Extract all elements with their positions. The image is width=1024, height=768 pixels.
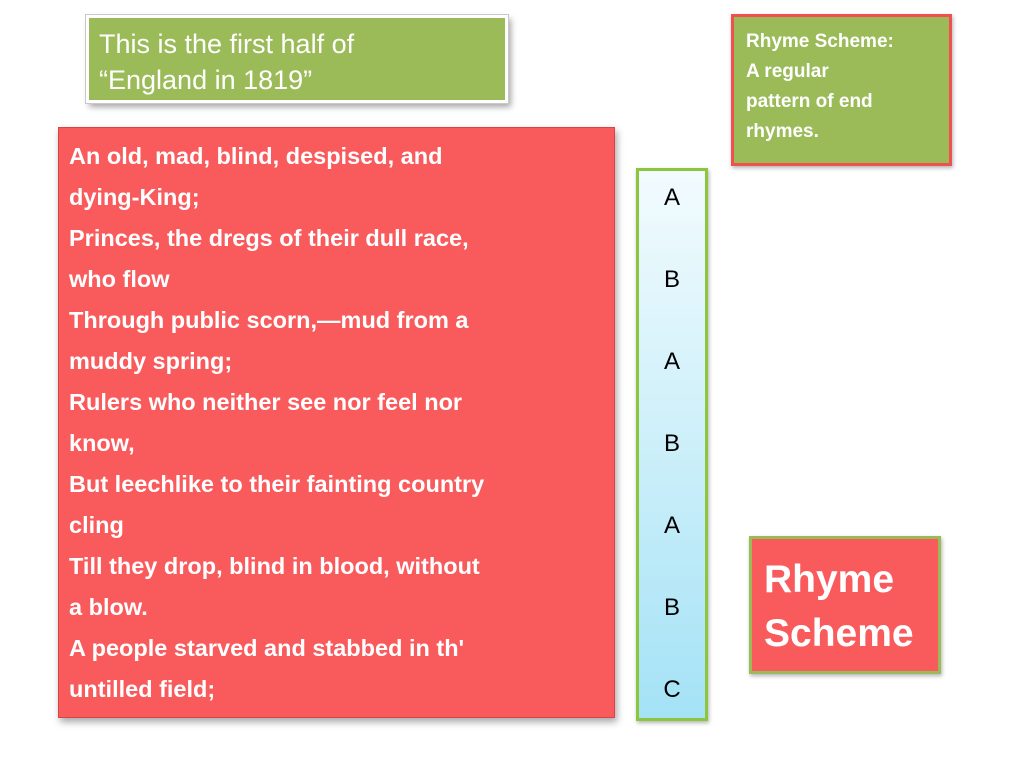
poem-line: Rulers who neither see nor feel nor	[69, 389, 463, 415]
poem-line: know,	[69, 430, 135, 456]
poem-line: who flow	[69, 266, 170, 292]
poem-line: Princes, the dregs of their dull race,	[69, 225, 469, 251]
poem-line: Till they drop, blind in blood, without	[69, 553, 480, 579]
rhyme-letter: B	[663, 430, 680, 457]
poem-line: Through public scorn,—mud from a	[69, 307, 469, 333]
poem-line: dying-King;	[69, 184, 200, 210]
poem-line: untilled field;	[69, 676, 216, 702]
poem-line: muddy spring;	[69, 348, 233, 374]
poem-line: A people starved and stabbed in th'	[69, 635, 465, 661]
label-line-2: Scheme	[764, 612, 914, 655]
poem-line: But leechlike to their fainting country	[69, 471, 485, 497]
rhyme-letter: A	[663, 512, 680, 539]
definition-line-3: pattern of end	[746, 91, 873, 112]
rhyme-letter: B	[663, 266, 680, 293]
title-line-2: “England in 1819”	[99, 65, 313, 95]
rhyme-letter: C	[663, 676, 681, 703]
rhyme-letter: A	[663, 348, 680, 375]
title-box	[86, 15, 508, 103]
label-line-1: Rhyme	[764, 558, 895, 601]
definition-line-2: A regular	[746, 61, 829, 82]
rhyme-letter: B	[663, 594, 680, 621]
title-line-1: This is the first half of	[99, 29, 355, 59]
definition-line-1: Rhyme Scheme:	[746, 31, 894, 52]
poem-box	[58, 127, 615, 718]
poem-line: a blow.	[69, 594, 148, 620]
poem-line: cling	[69, 512, 124, 538]
poem-line: An old, mad, blind, despised, and	[69, 143, 443, 169]
rhyme-letter: A	[663, 184, 680, 211]
definition-box	[731, 14, 952, 166]
rhyme-scheme-label-box	[749, 536, 941, 674]
definition-line-4: rhymes.	[746, 121, 819, 142]
rhyme-scheme-column	[636, 168, 708, 721]
